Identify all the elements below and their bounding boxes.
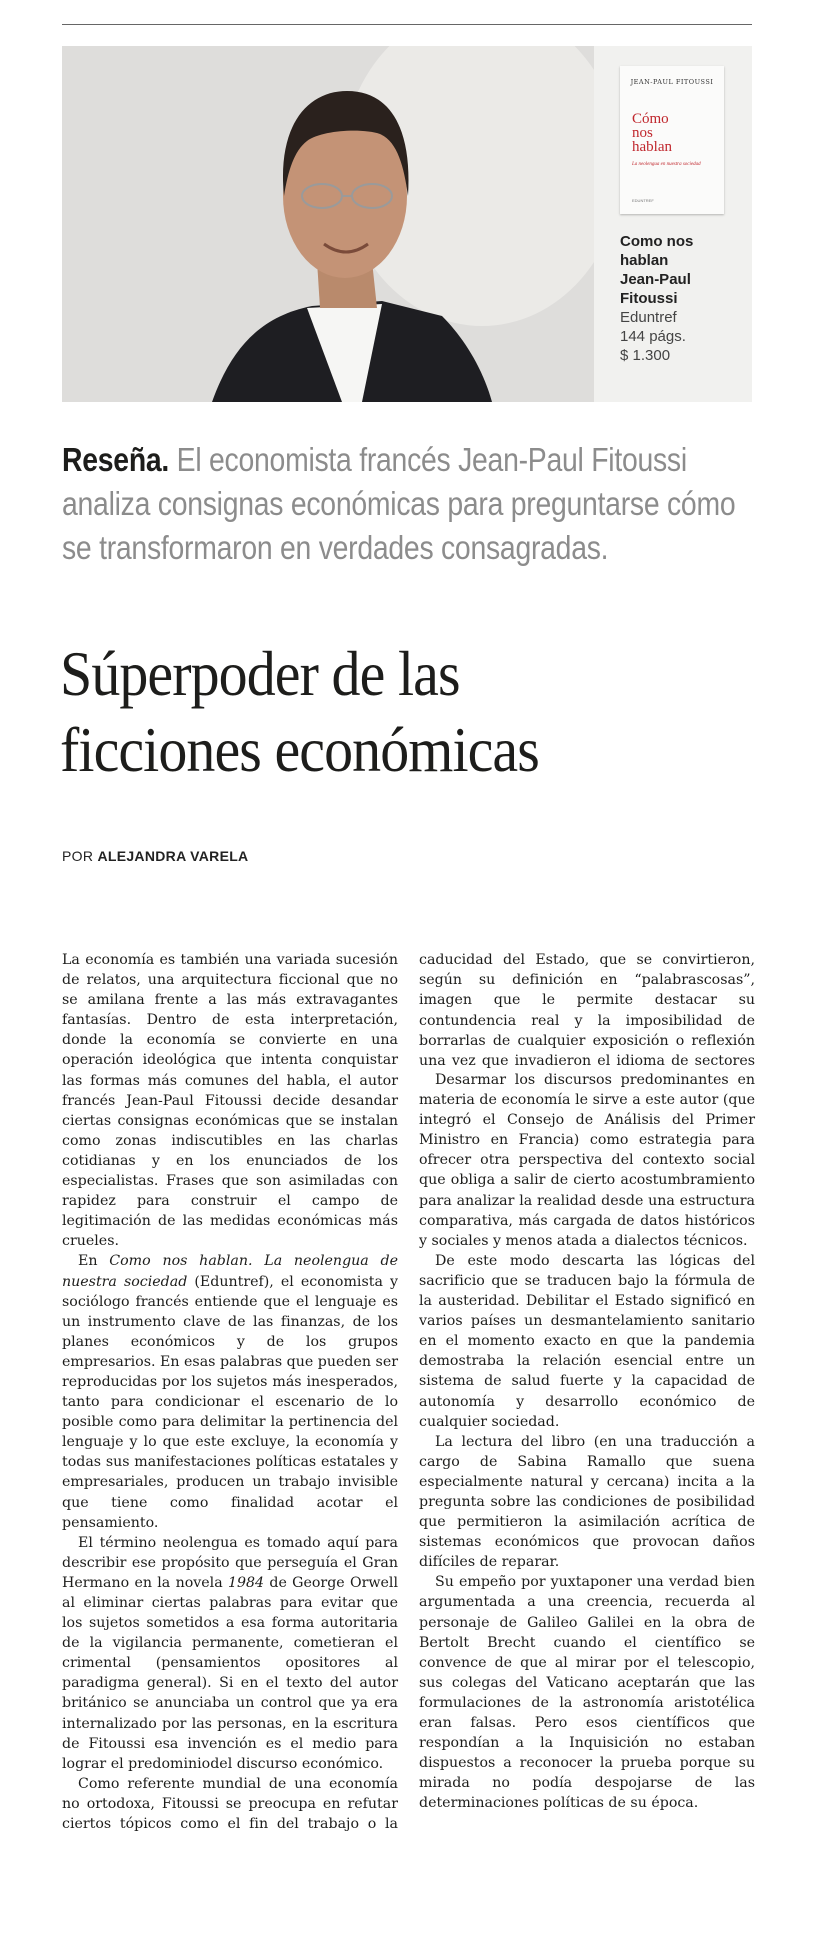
article-paragraph-5: Desarmar los discursos predominantes en materia de economía le sirve a este autor (que integró el Consejo de Análisis del Primer Ministro en Francia) como estrategia para ofrecer otra perspectiva del contexto social que obliga a salir de cierto acostumbramiento para analizar la realidad desde una estructura comparativa, más cargada de datos históricos y sociales y menos atada a dialectos técnicos.: [419, 1072, 755, 1249]
headline-line-2: ficciones económicas: [60, 715, 539, 785]
byline: [62, 848, 248, 864]
p2-text-b: (Eduntref), el economista y sociólogo francés entiende que el lenguaje es un instrumento clave de las finanzas, de los planes económicos y de los grupos empresarios. En esas palabras que pueden ser reproducidas por los sujetos más inesperados, tanto para condicionar el escenario de lo posible como para delimitar la pertinencia del lenguaje y lo que este excluye, la economía y todas sus manifestaciones políticas estatales y empresariales, producen un trabajo invisible que tiene como finalidad acotar el pensamiento.: [62, 1273, 399, 1531]
p4-continuation: caducidad del Estado, que se convirtieron, según su definición en “palabrascosas”, imagen que le permite destacar su contundencia real y la imposibilidad de borrarlas de cualquier exposición o reflexión una vez que invadieron el idioma de sectores: [419, 952, 755, 1069]
book-title-italic: Como nos hablan. La neolengua de nuestra sociedad: [62, 1253, 398, 1290]
article-paragraph-6: De este modo descarta las lógicas del sacrificio que se traducen bajo la fórmula de la austeridad. Debilitar el Estado significó en varios países un desmantelamiento sanitario en el momento exacto en que la pandemia demostraba la relación esencial entre un sistema de salud fuerte y la capacidad de autonomía y desarrollo económico de cualquier sociedad.: [419, 1252, 755, 1430]
novel-title-italic: 1984: [227, 1574, 265, 1591]
byline-prefix: POR: [62, 848, 98, 864]
book-cover: [620, 66, 724, 214]
book-author-line-2: Fitoussi: [620, 290, 678, 307]
book-title-line-2: hablan: [620, 252, 669, 269]
book-publisher: Eduntref: [620, 309, 677, 326]
article-paragraph-4-continued: [419, 950, 755, 1070]
book-title-line-1: Como nos: [620, 233, 694, 250]
article-paragraph-4: Como referente mundial de una economía no ortodoxa, Fitoussi se preocupa en refutar ciertos tópicos como el fin del trabajo o la: [62, 1775, 398, 1833]
article-paragraph-7: La lectura del libro (en una traducción a cargo de Sabina Ramallo que suena especialmente natural y cercana) incita a la pregunta sobre las condiciones de posibilidad que permitieron la asimilación acrítica de sistemas económicos que provocan daños difíciles de reparar.: [419, 1433, 755, 1571]
p3-text-b: de George Orwell al eliminar ciertas palabras para evitar que los sujetos sometidos a esa forma autoritaria de la vigilancia permanente, cometieran el crimental (pensamientos opositores al paradigma general). Si en el texto del autor británico se anunciaba un control que ya era internalizado por las personas, en la escritura de Fitoussi esa invención es el medio para lograr el predominiodel discurso económico.: [62, 1574, 398, 1772]
lede-label: Reseña.: [62, 441, 170, 478]
top-rule: [62, 24, 752, 25]
author-photo: [62, 46, 594, 402]
book-cover-author: JEAN-PAUL FITOUSSI: [630, 78, 714, 86]
p3-text-a: El término neolengua es tomado aquí para describir ese propósito que perseguía el Gran Hermano en la novela: [62, 1534, 398, 1591]
article-column-1: [62, 950, 398, 1834]
hero-block: [62, 46, 752, 402]
article-paragraph-3: [62, 1533, 398, 1774]
headline: [60, 636, 722, 788]
author-portrait-illustration: [62, 46, 594, 402]
headline-line-1: Súperpoder de las: [60, 639, 460, 709]
article-paragraph-1: La economía es también una variada sucesión de relatos, una arquitectura ficcional que no se amilana frente a las más extravagantes fantasías. Dentro de esta interpretación, donde la economía se convierte en una operación ideológica que intenta conquistar las formas más comunes del habla, el autor francés Jean-Paul Fitoussi decide desandar ciertas consignas económicas que se instalan como zonas indiscutibles en las charlas cotidianas y en los enunciados de los especialistas. Frases que son asimiladas con rapidez para construir el campo de legitimación de las medidas económicas más crueles.: [62, 952, 398, 1250]
article-paragraph-2: [62, 1251, 398, 1532]
lede: [62, 438, 750, 570]
book-pages: 144 págs.: [620, 328, 686, 345]
article-paragraph-8: Su empeño por yuxtaponer una verdad bien argumentada a una creencia, recuerda al personaje de Galileo Galilei en la obra de Bertolt Brecht cuando el científico se convence de que al mirar por el telescopio, sus colegas del Vaticano aceptarán que las formulaciones de la astronomía aristotélica eran falsas. Pero esos científicos que respondían a la Inquisición no estaban dispuestos a reconocer la prueba porque su mirada no podía despojarse de las determinaciones políticas de su época.: [419, 1574, 755, 1812]
book-cover-title: Cómo nos hablan: [632, 111, 672, 155]
book-author-line-1: Jean-Paul: [620, 271, 691, 288]
book-info-panel: [594, 46, 752, 402]
book-price: $ 1.300: [620, 347, 671, 364]
p2-text-a: En: [78, 1253, 110, 1270]
byline-author: ALEJANDRA VARELA: [97, 848, 249, 864]
book-cover-subtitle: La neolengua en nuestra sociedad: [632, 162, 701, 167]
book-cover-publisher: EDUNTREF: [632, 198, 654, 203]
article-column-2: [419, 950, 755, 1813]
book-details: [620, 232, 748, 365]
lede-text: El economista francés Jean-Paul Fitoussi analiza consignas económicas para preguntarse cómo se transformaron en verdades consagradas.: [62, 441, 736, 566]
